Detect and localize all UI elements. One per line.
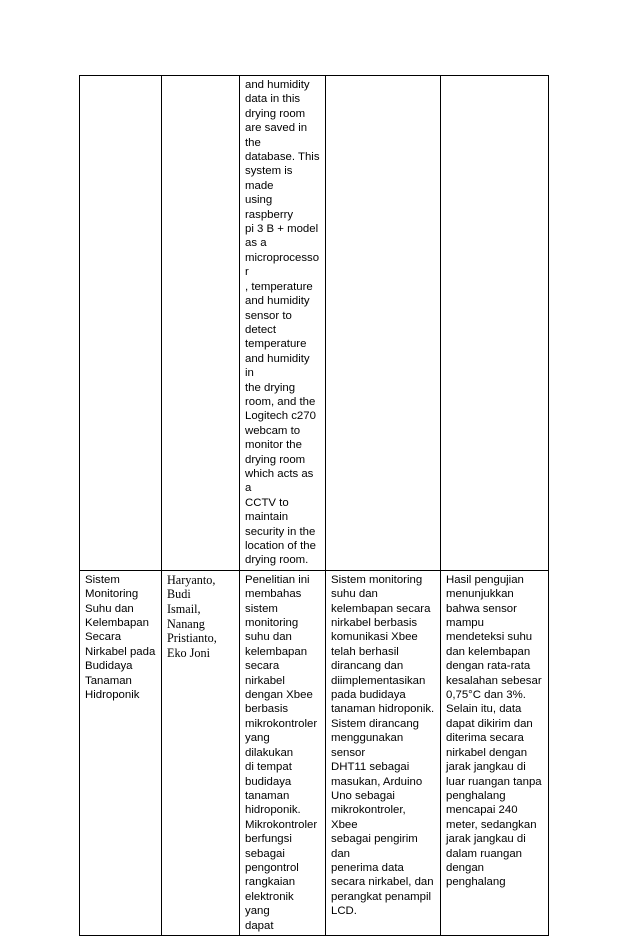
- method-cell: [326, 570, 441, 935]
- table-row: [80, 76, 549, 571]
- table-row: [80, 570, 549, 935]
- cell-text: Hasil pengujian menunjukkan bahwa sensor mampu mendeteksi suhu dan kelembapan dengan rata-rata kesalahan sebesar 0,75°C dan 3%. Selain itu, data dapat dikirim dan diterima secara nirkabel dengan jarak jangkau di luar ruangan tanpa penghalang mencapai 240 meter, sedangkan jarak jangkau di dalam ruangan dengan penghalang: [446, 573, 542, 889]
- cell-text: Sistem monitoring suhu dan kelembapan secara nirkabel berbasis komunikasi Xbee telah berhasil dirancang dan diimplementasikan pada budidaya tanaman hidroponik. Sistem dirancang menggunakan sensor DHT11 sebagai masukan, Arduino Uno sebagai mikrokontroler, Xbee sebagai pengirim dan penerima data secara nirkabel, dan perangkat penampil LCD.: [331, 573, 435, 918]
- author-cell: [162, 76, 240, 571]
- title-cell: [80, 570, 162, 935]
- cell-text: and humidity data in this drying room are saved in the database. This system is made using raspberry pi 3 B + model as a microprocessor , temperature and humidity sensor to detect temperature and humidity in the drying room, and the Logitech c270 webcam to monitor the drying room which acts as a CCTV to maintain security in the location of the drying room.: [245, 79, 320, 567]
- abstract-cell: [240, 570, 326, 935]
- author-cell: [162, 570, 240, 935]
- method-cell: [326, 76, 441, 571]
- abstract-cell: [240, 76, 326, 571]
- cell-text: Haryanto, Budi Ismail, Nanang Pristianto, Eko Joni: [167, 572, 217, 660]
- title-cell: [80, 76, 162, 571]
- cell-text: Sistem Monitoring Suhu dan Kelembapan Secara Nirkabel pada Budidaya Tanaman Hidroponik: [85, 573, 156, 702]
- result-cell: [441, 76, 549, 571]
- result-cell: [441, 570, 549, 935]
- cell-text: Penelitian ini membahas sistem monitoring suhu dan kelembapan secara nirkabel dengan Xbee berbasis mikrokontroler yang dilakukan di tempat budidaya tanaman hidroponik. Mikrokontroler berfungsi sebagai pengontrol rangkaian elektronik yang dapat: [245, 573, 318, 932]
- literature-table: [79, 75, 549, 936]
